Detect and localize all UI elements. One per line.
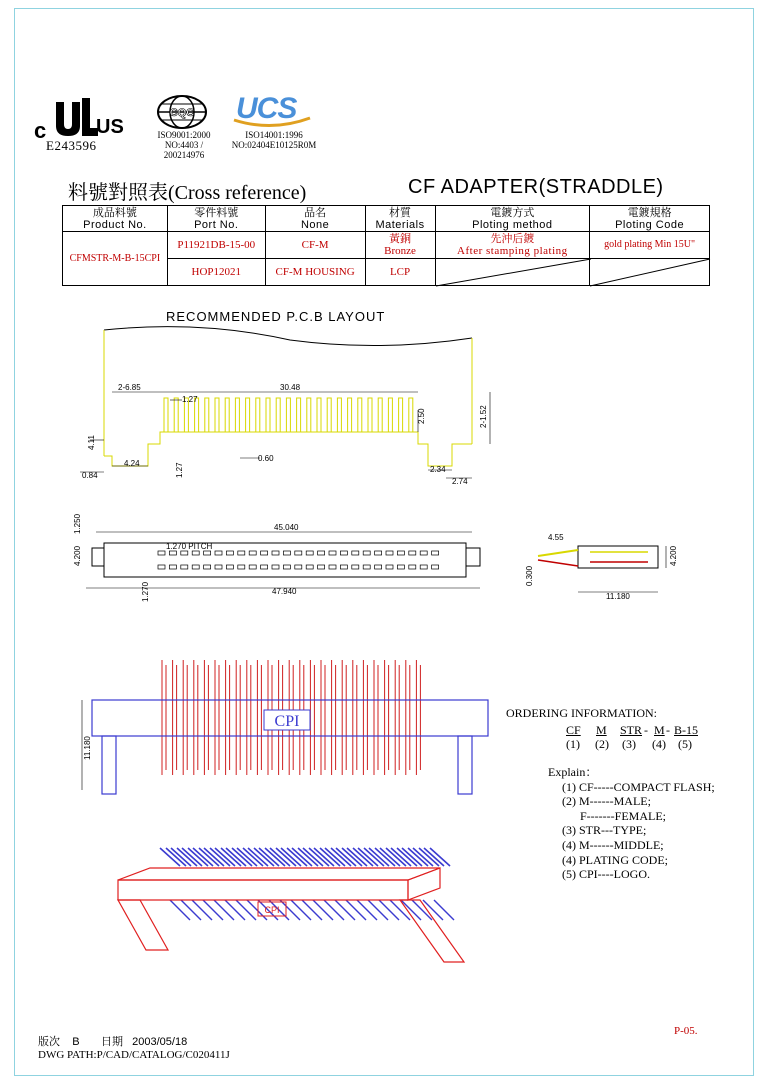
dim-g: 4.24: [124, 459, 140, 468]
explain-item: F-------FEMALE;: [580, 808, 666, 823]
table-row-2-name: CF-M HOUSING: [265, 259, 365, 286]
top-pin: [238, 551, 245, 555]
ucs-line2: NO:02404E10125R0M: [231, 140, 317, 150]
ul-number: E243596: [46, 138, 97, 153]
table-row-1-material: 黃銅 Bronze: [365, 232, 435, 259]
dim-i: 1.27: [175, 462, 184, 478]
iso-pin: [368, 900, 388, 920]
top-pin: [215, 551, 222, 555]
top-pin: [340, 551, 347, 555]
ul-us-text: US: [96, 116, 124, 138]
table-row-1-method: 先沖后鍍 After stamping plating: [435, 232, 590, 259]
iso-pin: [181, 900, 201, 920]
top-pin: [283, 565, 290, 569]
top-dim-e: 1.270: [141, 581, 150, 602]
iso-pin: [357, 900, 377, 920]
header-plating-code: 電鍍規格 Ploting Code: [590, 206, 710, 232]
top-pin: [375, 551, 382, 555]
top-pin: [226, 551, 233, 555]
top-pin: [204, 565, 211, 569]
top-pin: [249, 565, 256, 569]
pcb-finger: [205, 398, 209, 432]
pcb-finger: [317, 398, 321, 432]
ordering-info: ORDERING INFORMATION: CF M STR - M - B-15 (1) (2) (3) (4) (5): [506, 706, 698, 751]
product-no-cell: CFMSTR-M-B-15CPI: [63, 232, 168, 286]
table-row-2-material: LCP: [365, 259, 435, 286]
front-view-drawing: [82, 660, 488, 794]
explain-item: (1) CF-----COMPACT FLASH;: [562, 779, 715, 794]
top-pin: [409, 551, 416, 555]
code-part-1: CF: [566, 723, 581, 737]
pcb-finger: [266, 398, 270, 432]
code-part-2: M: [596, 723, 607, 737]
top-pin: [169, 551, 176, 555]
code-part-3: STR: [620, 723, 643, 737]
top-pin: [192, 565, 199, 569]
top-pin: [181, 565, 188, 569]
top-pin: [261, 565, 268, 569]
code-num-3: (3): [622, 737, 636, 751]
top-pin: [272, 565, 279, 569]
top-dim-a: 1.250: [73, 513, 82, 534]
pcb-finger: [235, 398, 239, 432]
date-label: 日期: [100, 1036, 123, 1048]
top-pin: [215, 565, 222, 569]
dim-b: 1.27: [182, 395, 198, 404]
top-pin: [363, 565, 370, 569]
pcb-finger: [378, 398, 382, 432]
top-pin: [375, 565, 382, 569]
top-pin: [204, 551, 211, 555]
pcb-finger: [409, 398, 413, 432]
pcb-finger: [215, 398, 219, 432]
top-pin: [432, 565, 439, 569]
top-pin: [295, 565, 302, 569]
top-pin: [306, 565, 313, 569]
top-pin: [386, 551, 393, 555]
code-num-2: (2): [595, 737, 609, 751]
dim-d: 2.50: [417, 408, 426, 424]
iso-logo: CPI: [264, 905, 280, 915]
top-pin: [158, 551, 165, 555]
iso-pin: [236, 900, 256, 920]
top-pin: [432, 551, 439, 555]
iso-pin: [170, 900, 190, 920]
iso-pin: [302, 900, 322, 920]
side-view-drawing: [525, 533, 678, 601]
top-dim-f: 47.940: [272, 587, 297, 596]
footer-path: DWG PATH:P/CAD/CATALOG/C020411J: [38, 1049, 230, 1061]
iso-pin: [225, 900, 245, 920]
top-dim-d: 4.200: [73, 545, 82, 566]
pcb-finger: [174, 398, 178, 432]
code-part-5: B-15: [674, 723, 698, 737]
side-dim-b: 0.300: [525, 565, 534, 586]
top-pin: [409, 565, 416, 569]
ordering-title: ORDERING INFORMATION:: [506, 706, 658, 720]
dim-f: 4.11: [87, 435, 96, 450]
ucs-word: UCS: [236, 92, 297, 125]
top-pin: [283, 551, 290, 555]
top-pin: [397, 551, 404, 555]
explain-block: [548, 765, 715, 882]
top-dim-c: 1.270 PITCH: [166, 542, 213, 551]
product-title: CF ADAPTER(STRADDLE): [408, 176, 664, 198]
explain-item: (5) CPI----LOGO.: [562, 867, 650, 882]
top-pin: [318, 551, 325, 555]
svg-text:CQC: CQC: [169, 107, 195, 119]
top-dim-b: 45.040: [274, 523, 299, 532]
version-value: B: [72, 1036, 80, 1048]
top-pin: [420, 565, 427, 569]
table-row-2-part: HOP12021: [167, 259, 265, 286]
iso-pin: [280, 900, 300, 920]
pcb-finger: [256, 398, 260, 432]
top-pin: [295, 551, 302, 555]
table-row-1-name: CF-M: [265, 232, 365, 259]
top-pin: [420, 551, 427, 555]
pcb-finger: [276, 398, 280, 432]
isometric-drawing: [118, 848, 464, 962]
top-pin: [261, 551, 268, 555]
top-pin: [329, 565, 336, 569]
top-pin: [192, 551, 199, 555]
side-dim-c: 11.180: [606, 592, 630, 601]
front-logo: CPI: [274, 713, 300, 730]
explain-item: (4) M------MIDDLE;: [562, 837, 664, 852]
pcb-finger: [399, 398, 403, 432]
top-pin: [181, 551, 188, 555]
pcb-finger: [307, 398, 311, 432]
pcb-finger: [388, 398, 392, 432]
header-plating-method: 電鍍方式 Ploting method: [435, 206, 590, 232]
iso-pin: [214, 900, 234, 920]
header-name: 品名 None: [265, 206, 365, 232]
header-materials: 材質 Materials: [365, 206, 435, 232]
side-dim-d: 4.200: [669, 545, 678, 566]
pcb-finger: [368, 398, 372, 432]
table-row-1-code: gold plating Min 15U": [590, 232, 710, 259]
top-pin: [363, 551, 370, 555]
top-view-drawing: [73, 513, 480, 602]
dim-j: 0.60: [258, 454, 274, 463]
iso-pin: [434, 900, 454, 920]
top-pin: [272, 551, 279, 555]
dim-a: 2-6.85: [118, 383, 141, 392]
top-pin: [226, 565, 233, 569]
date-value: 2003/05/18: [132, 1036, 188, 1048]
top-pin: [158, 565, 165, 569]
pcb-finger: [225, 398, 229, 432]
page-number: P-05.: [674, 1025, 698, 1037]
iso-pin: [346, 900, 366, 920]
version-label: 版次: [38, 1036, 60, 1048]
top-pin: [340, 565, 347, 569]
dim-c: 30.48: [280, 383, 301, 392]
iso-pin: [335, 900, 355, 920]
dim-l: 2.74: [452, 477, 468, 486]
footer-version-date: [38, 1033, 187, 1049]
code-num-1: (1): [566, 737, 580, 751]
iso-pin: [423, 900, 443, 920]
header-product-no: 成品料號 Product No.: [63, 206, 168, 232]
explain-item: (2) M------MALE;: [562, 794, 651, 809]
pcb-finger: [327, 398, 331, 432]
pcb-finger: [246, 398, 250, 432]
ucs-line1: ISO14001:1996: [245, 130, 303, 140]
pcb-finger: [358, 398, 362, 432]
pcb-layout-title: RECOMMENDED P.C.B LAYOUT: [166, 309, 386, 324]
top-pin: [329, 551, 336, 555]
pcb-drawing: [80, 327, 490, 486]
pcb-finger: [348, 398, 352, 432]
top-pin: [249, 551, 256, 555]
top-pin: [169, 565, 176, 569]
top-pin: [238, 565, 245, 569]
cross-reference-title: 料號對照表(Cross reference): [68, 182, 307, 204]
iso-pin: [291, 900, 311, 920]
iso-pin: [324, 900, 344, 920]
dim-k: 2.34: [430, 465, 446, 474]
explain-item: (4) PLATING CODE;: [562, 852, 668, 867]
iso-pin: [192, 900, 212, 920]
pcb-finger: [164, 398, 168, 432]
ul-c-text: c: [34, 118, 47, 143]
iso-pin: [313, 900, 333, 920]
pcb-finger: [286, 398, 290, 432]
front-dim-a: 11.180: [83, 736, 92, 760]
iso9001-line1: ISO9001:2000: [157, 130, 211, 140]
dim-h: 0.84: [82, 471, 98, 480]
top-pin: [397, 565, 404, 569]
dim-e: 2-1.52: [479, 405, 488, 428]
top-pin: [352, 565, 359, 569]
top-pin: [386, 565, 393, 569]
top-pin: [306, 551, 313, 555]
top-pin: [352, 551, 359, 555]
pcb-finger: [297, 398, 301, 432]
iso-pin: [379, 900, 399, 920]
iso-pin: [401, 900, 421, 920]
code-part-4: M: [654, 723, 665, 737]
pcb-finger: [337, 398, 341, 432]
explain-item: (3) STR---TYPE;: [562, 823, 647, 838]
top-pin: [318, 565, 325, 569]
iso9001-line2: NO:4403 / 200214976: [163, 140, 205, 160]
explain-title: Explain：: [548, 765, 598, 779]
side-dim-a: 4.55: [548, 533, 564, 542]
table-row-1-part: P11921DB-15-00: [167, 232, 265, 259]
code-num-4: (4): [652, 737, 666, 751]
code-num-5: (5): [678, 737, 692, 751]
iso-pin: [203, 900, 223, 920]
header-part-no: 零件料號 Port No.: [167, 206, 265, 232]
